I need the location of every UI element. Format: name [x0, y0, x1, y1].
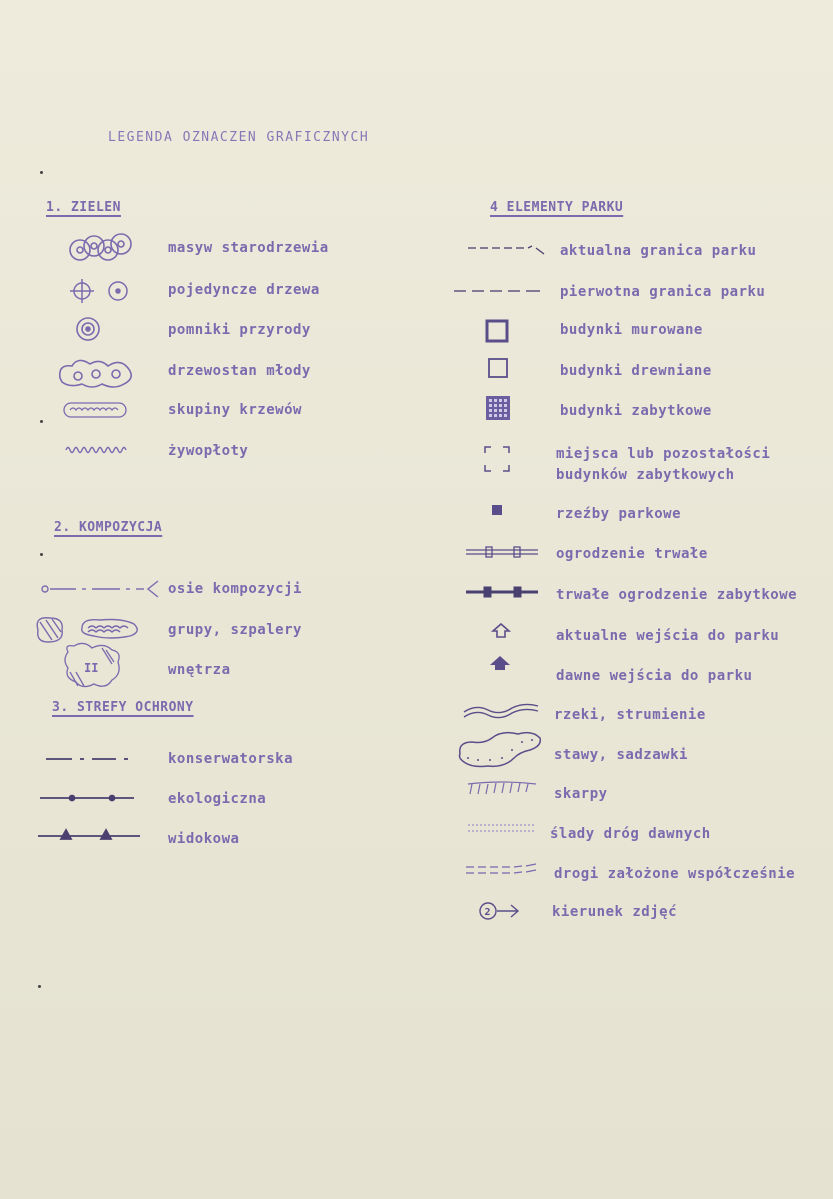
legend-label: aktualne wejścia do parku: [556, 628, 780, 644]
view-zone-line-icon: [36, 828, 142, 842]
ecological-zone-line-icon: [38, 792, 140, 804]
young-forest-icon: [54, 354, 138, 390]
legend-label: ogrodzenie trwałe: [556, 546, 708, 562]
wooden-building-icon: [486, 356, 510, 380]
legend-label: widokowa: [168, 831, 240, 847]
photo-direction-icon: [478, 900, 522, 922]
sculpture-icon: [490, 503, 504, 517]
legend-label: budynki murowane: [560, 322, 703, 338]
stray-dot: [40, 171, 43, 174]
legend-label: skarpy: [554, 786, 608, 802]
legend-label: rzeki, strumienie: [554, 707, 706, 723]
composition-axis-icon: [40, 578, 164, 600]
legend-label: pierwotna granica parku: [560, 284, 766, 300]
stray-dot: [38, 985, 41, 988]
groups-rows-icon: [30, 612, 142, 646]
single-tree-icon: [70, 278, 136, 304]
legend-label: ekologiczna: [168, 791, 267, 807]
current-boundary-icon: [466, 240, 548, 256]
nature-monument-icon: [74, 315, 102, 343]
hedge-icon: [64, 444, 128, 456]
legend-label: drogi założone współcześnie: [554, 866, 796, 882]
shrub-group-icon: [62, 400, 128, 420]
legend-label: ślady dróg dawnych: [550, 826, 711, 842]
legend-label: masyw starodrzewia: [168, 240, 329, 256]
slope-icon: [466, 780, 538, 798]
legend-label: kierunek zdjęć: [552, 904, 678, 920]
old-tree-cluster-icon: [66, 230, 136, 266]
former-entrance-icon: [488, 654, 512, 672]
conservation-zone-line-icon: [44, 754, 140, 764]
legend-label: pojedyncze drzewa: [168, 282, 320, 298]
legend-label: trwałe ogrodzenie zabytkowe: [556, 587, 798, 603]
legend-label: rzeźby parkowe: [556, 506, 682, 522]
legend-label: konserwatorska: [168, 751, 294, 767]
river-icon: [462, 700, 542, 722]
legend-label: osie kompozycji: [168, 581, 302, 597]
old-road-trace-icon: [466, 822, 538, 834]
original-boundary-icon: [452, 286, 544, 296]
section-header-strefy-ochrony: 3. STREFY OCHRONY: [52, 700, 194, 715]
building-remains-icon: [482, 444, 512, 474]
legend-label: pomniki przyrody: [168, 322, 311, 338]
photo-direction-number: 2: [484, 907, 491, 918]
legend-label: aktualna granica parku: [560, 243, 757, 259]
legend-label: żywopłoty: [168, 443, 249, 459]
interior-icon: [62, 642, 124, 690]
historic-building-icon: [484, 394, 512, 422]
interior-icon-label: II: [84, 661, 99, 675]
page-title: LEGENDA OZNACZEN GRAFICZNYCH: [108, 130, 370, 145]
stray-dot: [40, 553, 43, 556]
legend-label: skupiny krzewów: [168, 402, 302, 418]
historic-fence-icon: [464, 584, 540, 600]
section-header-kompozycja: 2. KOMPOZYCJA: [54, 520, 163, 535]
permanent-fence-icon: [464, 544, 540, 560]
legend-label: miejsca lub pozostałości: [556, 446, 771, 462]
modern-road-icon: [464, 862, 540, 878]
pond-icon: [456, 728, 544, 770]
section-header-zielen: 1. ZIELEN: [46, 200, 121, 215]
stray-dot: [40, 420, 43, 423]
masonry-building-icon: [484, 318, 510, 344]
legend-label: drzewostan młody: [168, 363, 311, 379]
legend-label-line2: budynków zabytkowych: [556, 467, 735, 483]
legend-label: budynki drewniane: [560, 363, 712, 379]
legend-label: wnętrza: [168, 662, 231, 678]
legend-label: dawne wejścia do parku: [556, 668, 753, 684]
section-header-elementy-parku: 4 ELEMENTY PARKU: [490, 200, 624, 215]
legend-label: budynki zabytkowe: [560, 403, 712, 419]
current-entrance-icon: [490, 622, 512, 640]
legend-label: stawy, sadzawki: [554, 747, 688, 763]
legend-label: grupy, szpalery: [168, 622, 302, 638]
